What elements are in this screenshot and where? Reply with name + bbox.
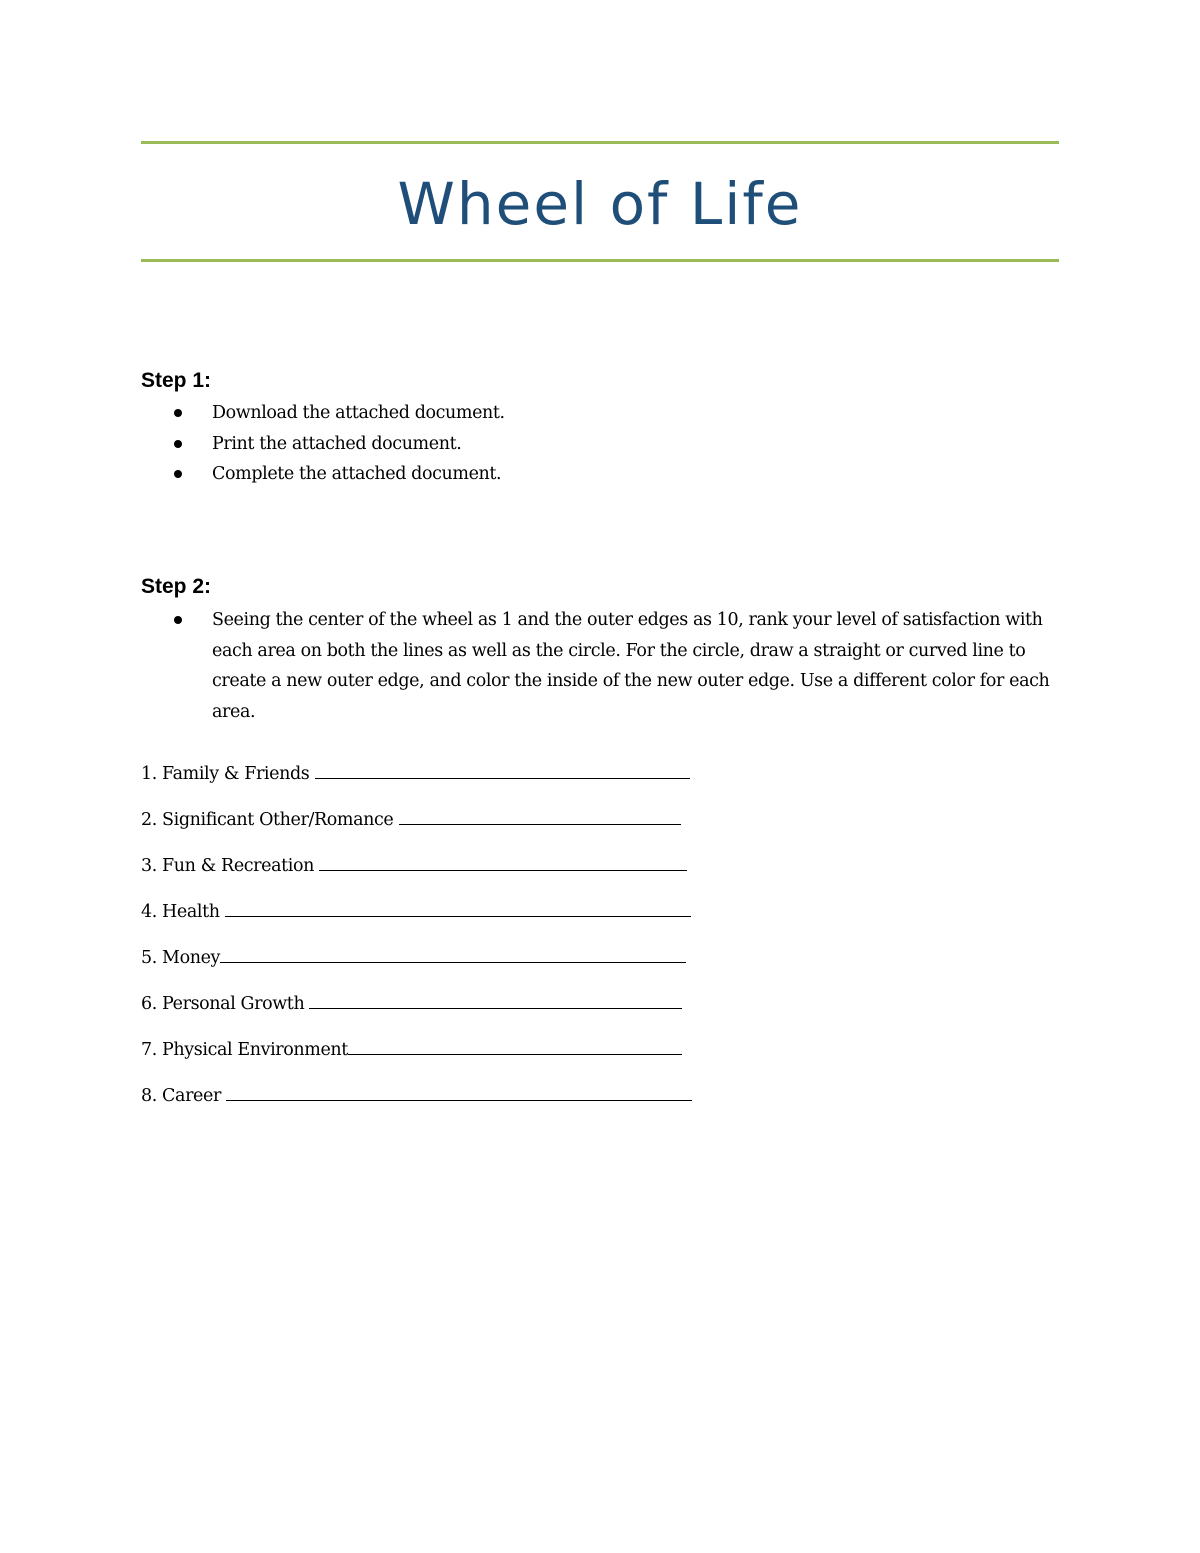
area-rating-row	[141, 738, 692, 784]
area-rating-row	[141, 876, 692, 922]
area-label: 4. Health	[141, 902, 225, 922]
title-top-rule	[141, 141, 1059, 144]
area-rating-line[interactable]	[226, 1100, 692, 1101]
area-rating-row	[141, 968, 692, 1014]
list-item-text: Seeing the center of the wheel as 1 and the outer edges as 10, rank your level of satisfaction with each area on both the lines as well as the circle. For the circle, draw a straight or curved line to create a new outer edge, and color the inside of the new outer edge. Use a different color for each area.	[212, 610, 1050, 722]
area-rating-row	[141, 830, 692, 876]
area-rating-row	[141, 922, 692, 968]
area-rating-row	[141, 784, 692, 830]
area-rating-line[interactable]	[315, 778, 690, 779]
list-item	[141, 398, 1059, 429]
step-1-heading: Step 1:	[141, 369, 212, 392]
list-item-text: Print the attached document.	[212, 433, 462, 454]
title-bottom-rule	[141, 259, 1059, 262]
bullet-icon	[174, 616, 182, 624]
area-label: 7. Physical Environment	[141, 1040, 348, 1060]
area-label: 2. Significant Other/Romance	[141, 810, 399, 830]
area-rating-line[interactable]	[225, 916, 691, 917]
area-rating-line[interactable]	[220, 962, 686, 963]
list-item	[141, 429, 1059, 460]
area-rating-line[interactable]	[399, 824, 681, 825]
area-rating-line[interactable]	[348, 1054, 682, 1055]
area-rating-line[interactable]	[309, 1008, 682, 1009]
area-label: 6. Personal Growth	[141, 994, 310, 1014]
area-label: 3. Fun & Recreation	[141, 856, 320, 876]
area-rating-list	[141, 738, 692, 1106]
list-item-text: Complete the attached document.	[212, 464, 502, 484]
list-item	[141, 459, 1059, 490]
step-1-list	[141, 398, 1059, 490]
list-item-text: Download the attached document.	[212, 403, 505, 423]
area-rating-line[interactable]	[319, 870, 687, 871]
step-2-heading: Step 2:	[141, 575, 212, 598]
area-label: 8. Career	[141, 1086, 227, 1106]
area-label: 5. Money	[141, 948, 221, 968]
bullet-icon	[174, 409, 182, 417]
step-2-list	[141, 605, 1059, 727]
bullet-icon	[174, 440, 182, 448]
area-rating-row	[141, 1014, 692, 1060]
area-rating-row	[141, 1060, 692, 1106]
page-title: Wheel of Life	[397, 170, 803, 238]
bullet-icon	[174, 470, 182, 478]
area-label: 1. Family & Friends	[141, 764, 315, 784]
list-item	[141, 605, 1059, 727]
